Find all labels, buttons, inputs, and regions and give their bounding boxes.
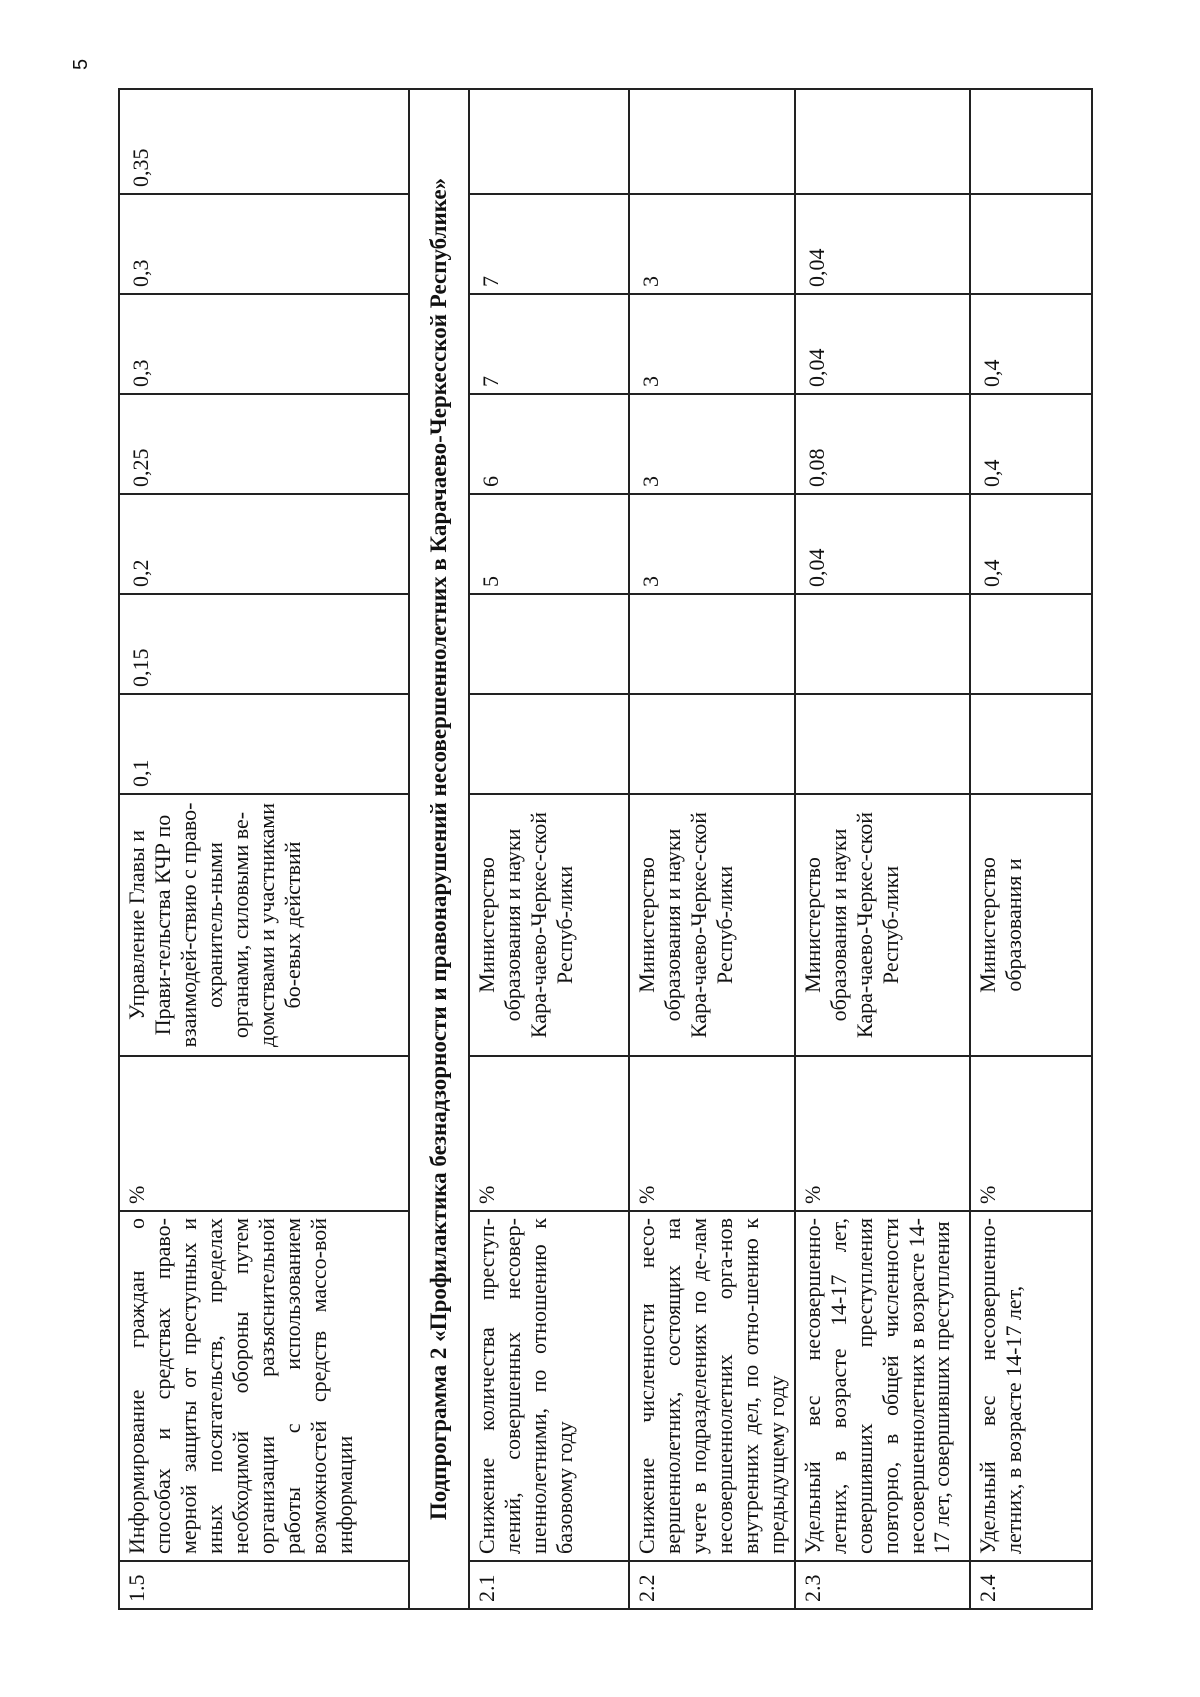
responsible-org: Министерство образования и науки Кара-чаево-Черкес-ской Респуб-лики [795,794,970,1056]
subprogram-title: Подпрограмма 2 «Профилактика безнадзорности и правонарушений несовершеннолетних в Карачаево-Черкесской Республике» [409,89,469,1609]
value-cell: 0,4 [970,294,1092,394]
value-cell: 0,4 [970,494,1092,594]
responsible-org: Министерство образования и [970,794,1092,1056]
indicator-description: Информирование граждан о способах и средствах право-мерной защиты от преступных и иных посягательств, пределах необходимой обороны путем организации разъяснительной работы с использованием возможностей средств массо-вой информации [119,1211,409,1561]
table-row [970,89,1092,1609]
unit-cell: % [795,1056,970,1211]
value-cell [469,694,629,794]
page-number: 5 [70,58,92,70]
value-cell: 0,04 [795,294,970,394]
table-row [119,89,409,1609]
indicator-description: Удельный вес несовершенно-летних, в возрасте 14-17 лет, совершивших преступления повторно, в общей численности несовершеннолетних в возрасте 14-17 лет, совершивших преступления [795,1211,970,1561]
value-cell [795,89,970,194]
value-cell [970,594,1092,694]
value-cell: 0,04 [795,494,970,594]
value-cell: 0,4 [970,394,1092,494]
indicators-table [118,88,1093,1610]
value-cell [629,694,795,794]
value-cell: 3 [629,194,795,294]
row-number: 2.4 [970,1561,1092,1609]
table-row [629,89,795,1609]
unit-cell: % [970,1056,1092,1211]
indicator-description: Снижение количества преступ-лений, совершенных несовер-шеннолетними, по отношению к базовому году [469,1211,629,1561]
responsible-org: Министерство образования и науки Кара-чаево-Черкес-ской Респуб-лики [629,794,795,1056]
value-cell: 3 [629,294,795,394]
table-row [469,89,629,1609]
value-cell: 0,3 [119,194,409,294]
value-cell: 7 [469,194,629,294]
value-cell: 0,1 [119,694,409,794]
value-cell: 0,35 [119,89,409,194]
unit-cell: % [119,1056,409,1211]
value-cell [629,89,795,194]
value-cell: 0,25 [119,394,409,494]
value-cell: 3 [629,394,795,494]
value-cell: 0,3 [119,294,409,394]
value-cell [970,694,1092,794]
value-cell [469,89,629,194]
responsible-org: Управление Главы и Прави-тельства КЧР по взаимодей-ствию с право-охранитель-ными органами, силовыми ве-домствами и участниками бо-евых действий [119,794,409,1056]
unit-cell: % [629,1056,795,1211]
unit-cell: % [469,1056,629,1211]
value-cell [970,194,1092,294]
value-cell: 0,2 [119,494,409,594]
indicator-description: Снижение численности несо-вершеннолетних, состоящих на учете в подразделениях по де-лам несовершеннолетних орга-нов внутренних дел, по отно-шению к предыдущему году [629,1211,795,1561]
indicator-description: Удельный вес несовершенно-летних, в возрасте 14-17 лет, [970,1211,1092,1561]
value-cell: 6 [469,394,629,494]
value-cell: 0,04 [795,194,970,294]
responsible-org: Министерство образования и науки Кара-чаево-Черкес-ской Респуб-лики [469,794,629,1056]
value-cell [629,594,795,694]
row-number: 1.5 [119,1561,409,1609]
row-number: 2.1 [469,1561,629,1609]
value-cell [469,594,629,694]
value-cell: 3 [629,494,795,594]
value-cell: 0,15 [119,594,409,694]
value-cell [795,694,970,794]
rotated-table-container [118,90,1093,1610]
value-cell: 7 [469,294,629,394]
subprogram-row [409,89,469,1609]
row-number: 2.3 [795,1561,970,1609]
value-cell: 5 [469,494,629,594]
value-cell [970,89,1092,194]
value-cell: 0,08 [795,394,970,494]
value-cell [795,594,970,694]
row-number: 2.2 [629,1561,795,1609]
table-row [795,89,970,1609]
